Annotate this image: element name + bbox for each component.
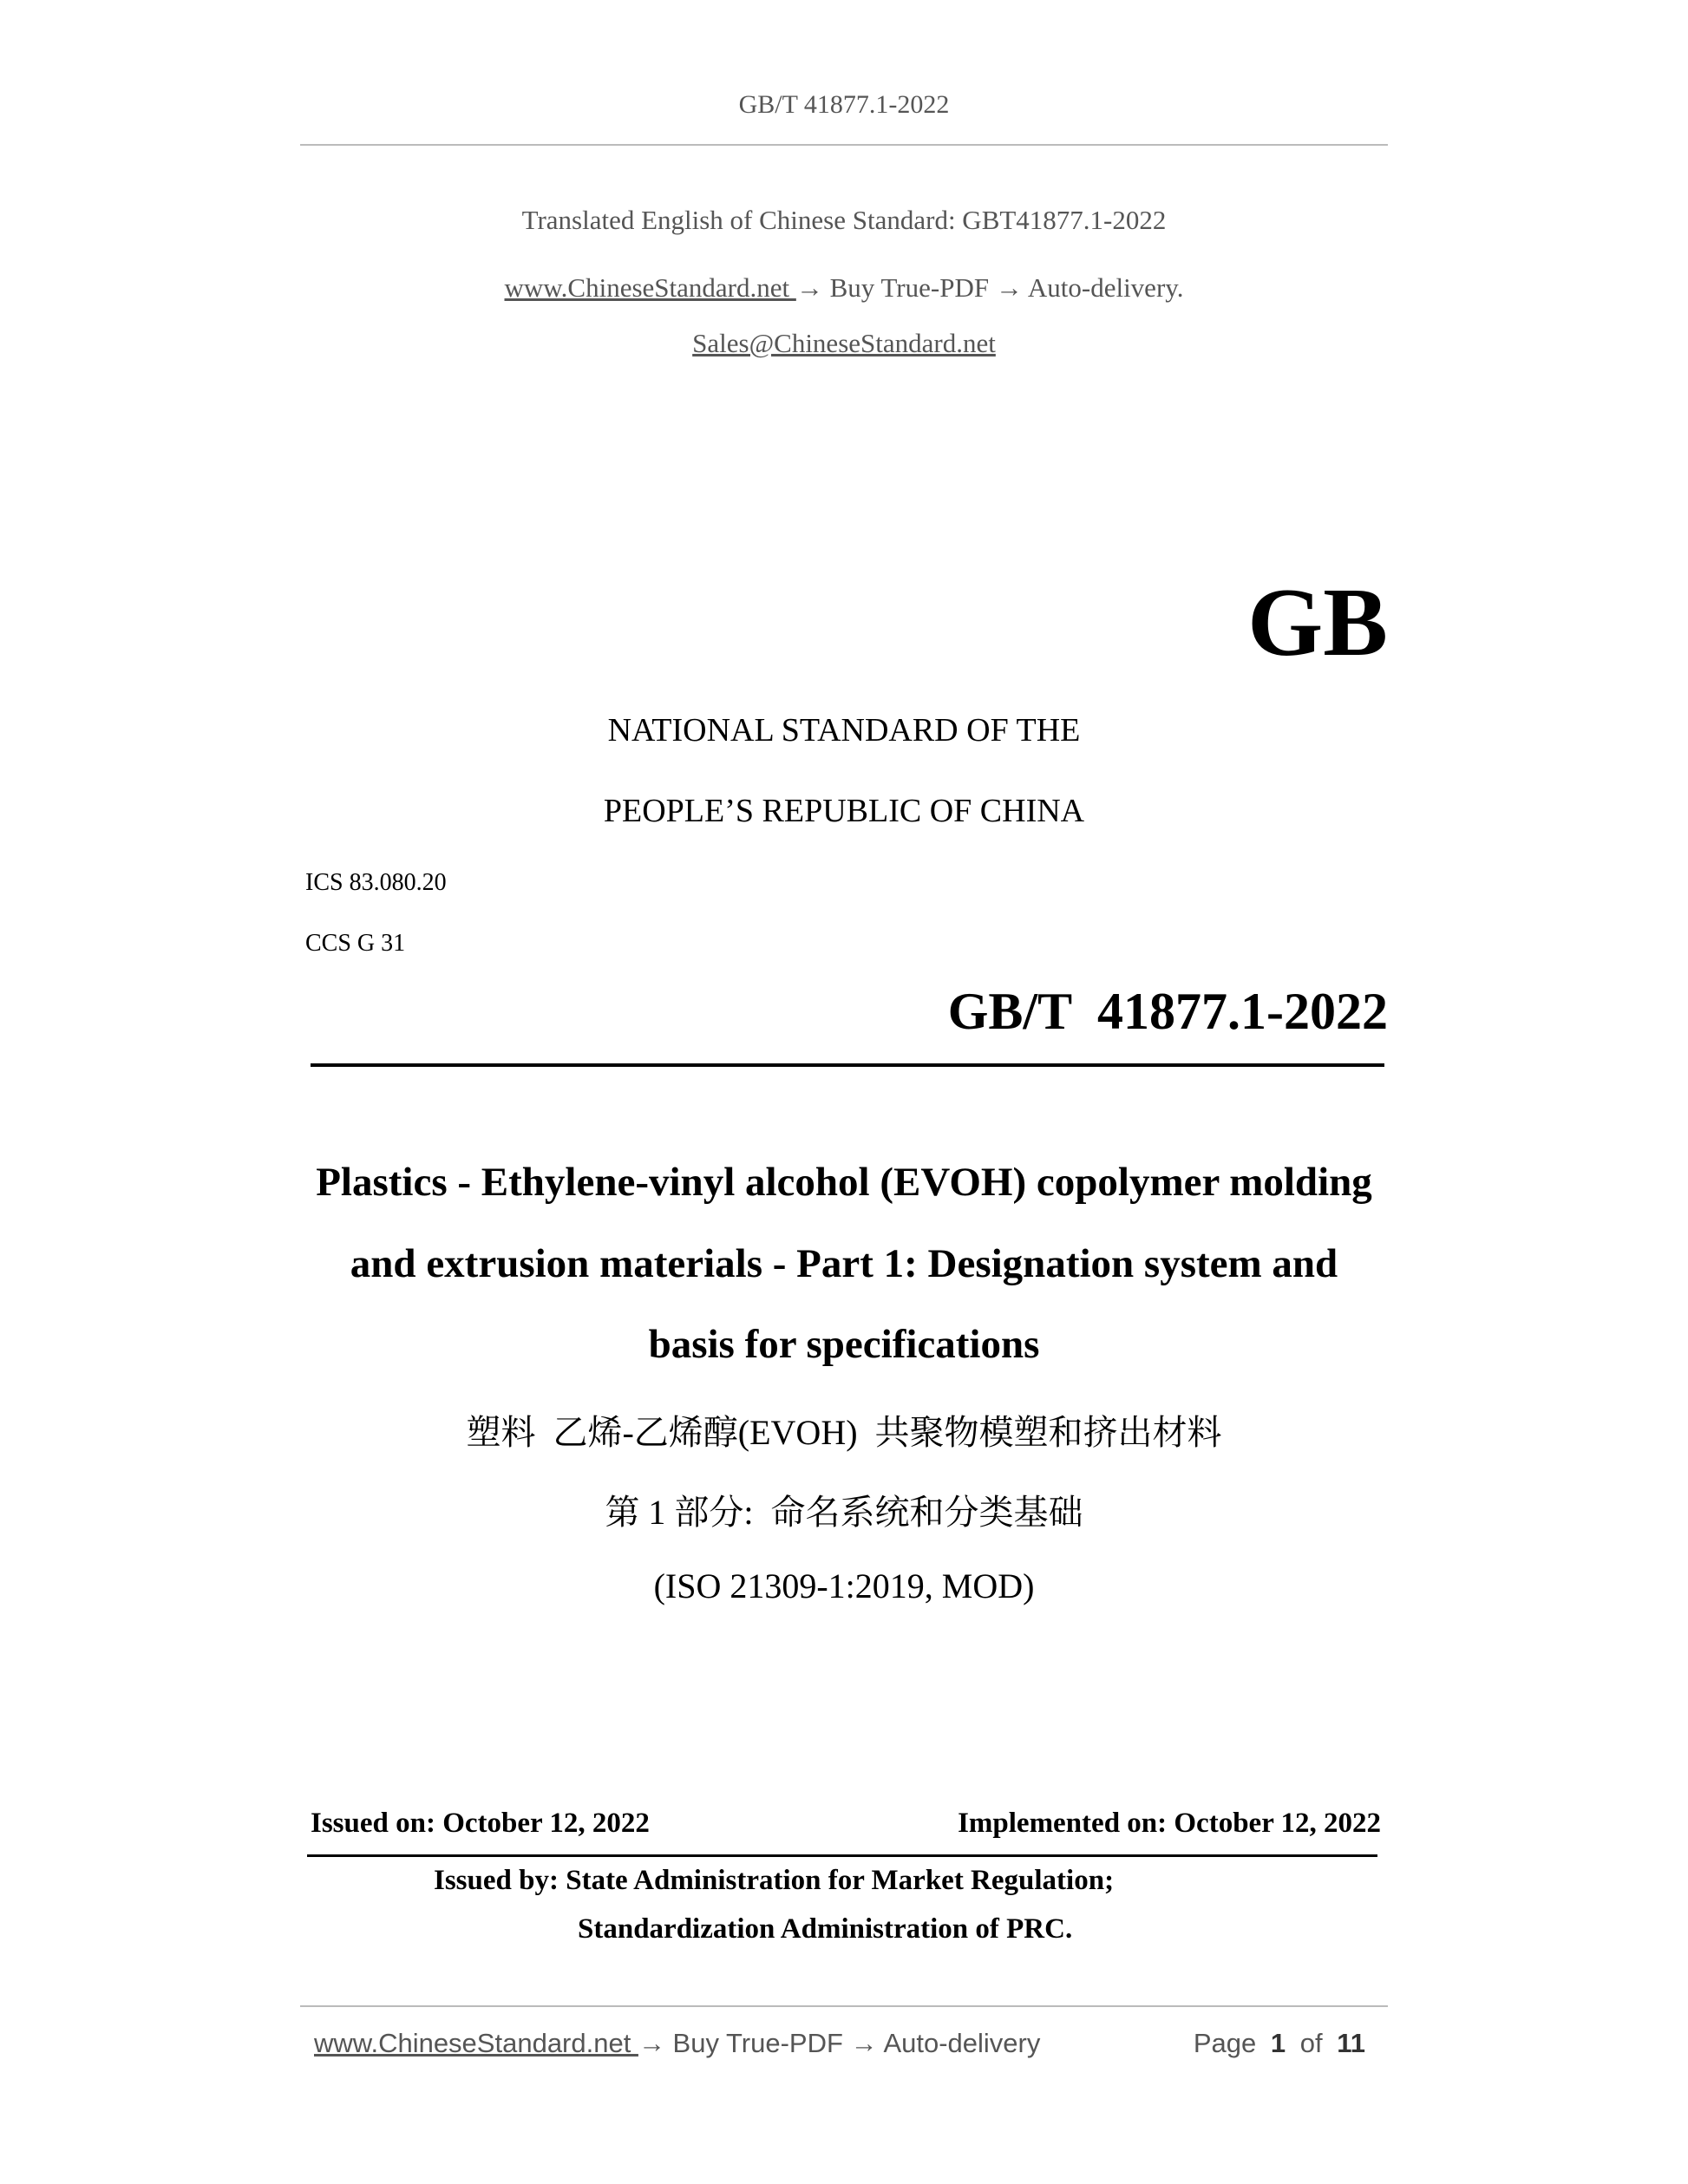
issued-by-line2: Standardization Administration of PRC. [578,1913,1073,1945]
running-header: GB/T 41877.1-2022 [738,90,950,119]
sales-email-link[interactable]: Sales@ChineseStandard.net [692,328,996,358]
national-standard-line1: NATIONAL STANDARD OF THE [607,712,1081,749]
dates-rule [307,1854,1377,1857]
ics-code: ICS 83.080.20 [305,869,447,896]
iso-reference: (ISO 21309-1:2019, MOD) [653,1566,1035,1605]
page-number: 1 [1270,2028,1286,2058]
title-en-line2: and extrusion materials - Part 1: Designation system and [350,1241,1338,1286]
site-link[interactable]: www.ChineseStandard.net [504,272,796,303]
header-divider [300,144,1388,146]
title-en-line1: Plastics - Ethylene-vinyl alcohol (EVOH) copolymer molding [316,1160,1372,1205]
footer-divider [300,2005,1388,2007]
implemented-on: Implemented on: October 12, 2022 [958,1808,1381,1839]
page-indicator [1194,2028,1365,2059]
standard-number-rule [311,1063,1384,1067]
footer-site-link[interactable]: www.ChineseStandard.net [314,2028,638,2058]
promo-line [0,272,1688,304]
title-en-line3: basis for specifications [648,1322,1040,1367]
issued-by-line1: Issued by: State Administration for Market Regulation; [434,1865,1115,1896]
national-standard-line2: PEOPLE’S REPUBLIC OF CHINA [603,793,1085,829]
buy-text: → Buy True-PDF → Auto-delivery. [795,272,1184,303]
standard-number: GB/T 41877.1-2022 [947,983,1388,1040]
issued-on: Issued on: October 12, 2022 [311,1808,650,1839]
translated-line: Translated English of Chinese Standard: GBT41877.1-2022 [521,205,1167,235]
ccs-code: CCS G 31 [305,930,406,957]
gb-mark: GB [1247,569,1388,677]
page-total: 11 [1337,2028,1365,2058]
email-line [0,328,1688,359]
page-label: Page [1193,2028,1257,2058]
footer-buy-text: → Buy True-PDF → Auto-delivery [638,2028,1041,2058]
footer-promo [314,2028,1040,2059]
title-zh-line2: 第 1 部分: 命名系统和分类基础 [605,1493,1083,1532]
of-label: of [1299,2028,1323,2058]
title-zh-line1: 塑料 乙烯-乙烯醇(EVOH) 共聚物模塑和挤出材料 [466,1413,1222,1452]
